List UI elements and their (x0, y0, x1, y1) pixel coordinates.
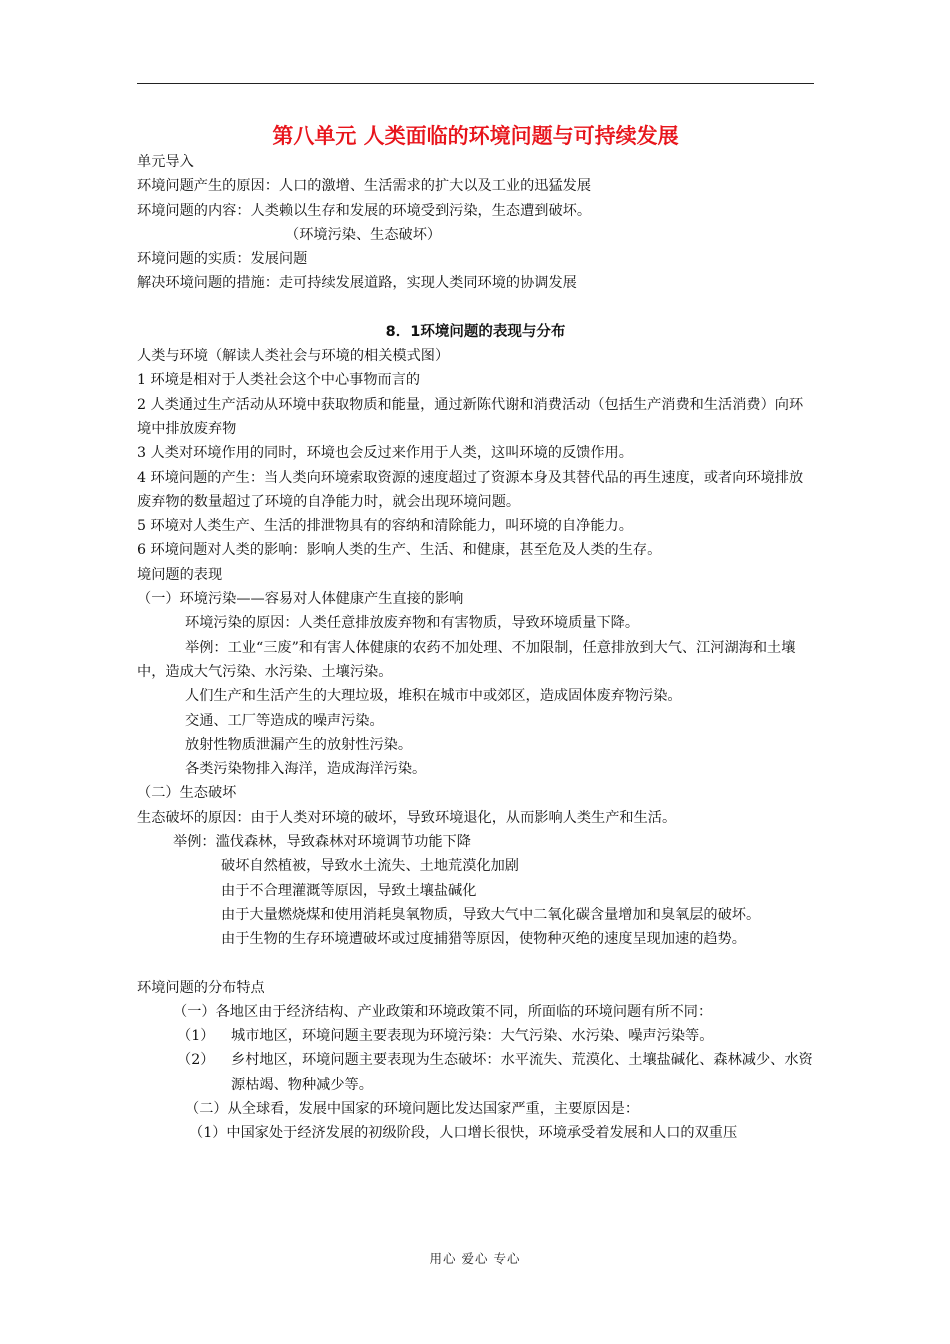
intro-content: 环境问题的内容：人类赖以生存和发展的环境受到污染，生态遭到破坏。 (137, 202, 592, 219)
ecology-example-1: 破坏自然植被，导致水土流失、土地荒漠化加剧 (221, 858, 519, 875)
pollution-item-1: 人们生产和生活产生的大理垃圾，堆积在城市中或郊区，造成固体废弃物污染。 (185, 688, 682, 705)
intro-cause: 环境问题产生的原因：人口的激增、生活需求的扩大以及工业的迅猛发展 (137, 178, 592, 195)
human-env-point-4: 4 环境问题的产生：当人类向环境索取资源的速度超过了资源本身及其替代品的再生速度，或者向环境排放废弃物的数量超过了环境的自净能力时，就会出现环境问题。 (137, 469, 804, 510)
human-env-point-2: 2 人类通过生产活动从环境中获取物质和能量，通过新陈代谢和消费活动（包括生产消费和生活消费）向环境中排放废弃物 (137, 396, 804, 437)
item-number: （1） (177, 1028, 215, 1045)
distribution-part1: （一）各地区由于经济结构、产业政策和环境政策不同，所面临的环境问题有所不同： (173, 1003, 713, 1020)
distribution-item (137, 1048, 814, 1097)
distribution-item (137, 1024, 814, 1048)
human-env-point-3: 3 人类对环境作用的同时，环境也会反过来作用于人类，这叫环境的反馈作用。 (137, 445, 633, 462)
spacer (137, 296, 814, 320)
pollution-heading: （一）环境污染——容易对人体健康产生直接的影响 (137, 591, 464, 608)
pollution-example: 举例：工业“三废”和有害人体健康的农药不加处理、不加限制，任意排放到大气、江河湖海和土壤中，造成大气污染、水污染、土壤污染。 (137, 639, 796, 680)
page-title: 第八单元 人类面临的环境问题与可持续发展 (272, 124, 679, 148)
pollution-item-4: 各类污染物排入海洋，造成海洋污染。 (185, 761, 427, 778)
human-env-point-6: 6 环境问题对人类的影响：影响人类的生产、生活、和健康，甚至危及人类的生存。 (137, 542, 662, 559)
manifest-heading: 境问题的表现 (137, 566, 223, 583)
human-env-point-1: 1 环境是相对于人类社会这个中心事物而言的 (137, 372, 421, 389)
pollution-item-2: 交通、工厂等造成的噪声污染。 (185, 712, 384, 729)
distribution-heading: 环境问题的分布特点 (137, 979, 265, 996)
item-number: （2） (177, 1052, 215, 1069)
item-text: 城市地区，环境问题主要表现为环境污染：大气污染、水污染、噪声污染等。 (231, 1028, 714, 1045)
page-footer: 用心 爱心 专心 (429, 1251, 521, 1266)
intro-essence: 环境问题的实质：发展问题 (137, 251, 308, 268)
pollution-cause: 环境污染的原因：人类任意排放废弃物和有害物质，导致环境质量下降。 (185, 615, 640, 632)
ecology-example-4: 由于生物的生存环境遭破坏或过度捕猎等原因，使物种灭绝的速度呈现加速的趋势。 (221, 931, 746, 948)
item-text: 乡村地区，环境问题主要表现为生态破坏：水平流失、荒漠化、土壤盐碱化、森林减少、水资源枯竭、物种减少等。 (231, 1052, 813, 1093)
human-env-point-5: 5 环境对人类生产、生活的排泄物具有的容纳和清除能力，叫环境的自净能力。 (137, 518, 633, 535)
pollution-item-3: 放射性物质泄漏产生的放射性污染。 (185, 736, 413, 753)
header-rule (137, 83, 814, 84)
distribution-part2: （二）从全球看，发展中国家的环境问题比发达国家严重，主要原因是： (185, 1100, 640, 1117)
intro-heading: 单元导入 (137, 154, 194, 170)
ecology-heading: （二）生态破坏 (137, 785, 237, 802)
ecology-cause: 生态破坏的原因：由于人类对环境的破坏，导致环境退化，从而影响人类生产和生活。 (137, 809, 677, 826)
distribution-part2-item: （1）中国家处于经济发展的初级阶段，人口增长很快，环境承受着发展和人口的双重压 (189, 1125, 738, 1142)
section-title: 8．1环境问题的表现与分布 (385, 323, 566, 340)
ecology-example-first: 举例：滥伐森林，导致森林对环境调节功能下降 (173, 834, 471, 851)
document-body (137, 150, 814, 1146)
human-env-heading: 人类与环境（解读人类社会与环境的相关模式图） (137, 348, 450, 365)
intro-measures: 解决环境问题的措施：走可持续发展道路，实现人类同环境的协调发展 (137, 275, 577, 292)
intro-content-note: （环境污染、生态破坏） (285, 226, 442, 243)
ecology-example-2: 由于不合理灌溉等原因，导致土壤盐碱化 (221, 882, 477, 899)
ecology-example-3: 由于大量燃烧煤和使用消耗臭氧物质，导致大气中二氧化碳含量增加和臭氧层的破坏。 (221, 906, 761, 923)
spacer (137, 952, 814, 976)
